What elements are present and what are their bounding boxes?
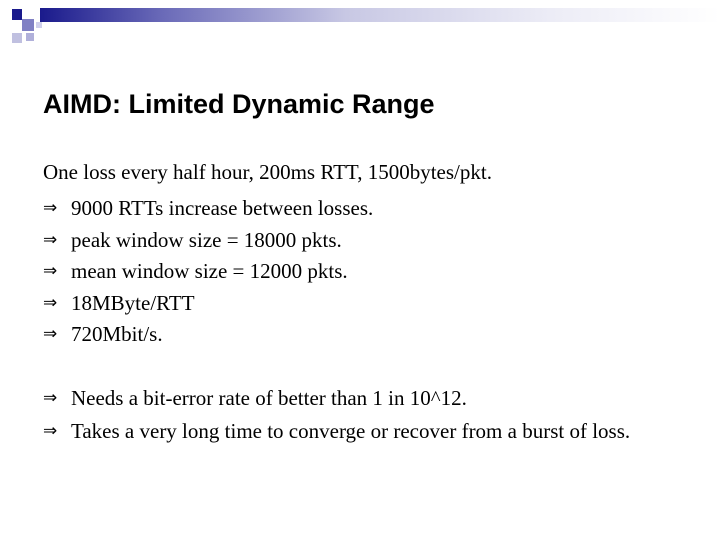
- decorative-square: [26, 33, 34, 41]
- bullet-list-consequences: [43, 193, 373, 351]
- bullet-list-implications: [43, 383, 691, 444]
- slide-intro-text: One loss every half hour, 200ms RTT, 1500bytes/pkt.: [43, 160, 492, 184]
- header-gradient-bar: [40, 8, 720, 22]
- decorative-square: [12, 9, 22, 20]
- implies-arrow-icon: ⇒: [43, 261, 58, 281]
- list-item: [43, 383, 691, 415]
- decorative-square: [22, 19, 34, 31]
- list-item: [43, 256, 373, 288]
- bullet-text: Needs a bit-error rate of better than 1 in 10^12.: [71, 386, 467, 410]
- list-item: [43, 319, 373, 351]
- list-item: [43, 288, 373, 320]
- bullet-text: peak window size = 18000 pkts.: [71, 227, 342, 252]
- list-item: [43, 193, 373, 225]
- decorative-square: [36, 22, 42, 28]
- bullet-text: 9000 RTTs increase between losses.: [71, 196, 374, 220]
- implies-arrow-icon: ⇒: [43, 292, 58, 313]
- list-item: [43, 225, 373, 257]
- bullet-text: 18MByte/RTT: [71, 290, 195, 315]
- list-item: [43, 418, 691, 444]
- decorative-square: [12, 33, 22, 43]
- decorative-header-banner: [0, 0, 720, 48]
- implies-arrow-icon: ⇒: [43, 324, 58, 344]
- slide-title: AIMD: Limited Dynamic Range: [43, 89, 435, 119]
- implies-arrow-icon: ⇒: [43, 198, 58, 218]
- implies-arrow-icon: ⇒: [43, 388, 58, 408]
- implies-arrow-icon: ⇒: [43, 229, 58, 250]
- bullet-text: Takes a very long time to converge or recover from a burst of loss.: [71, 418, 631, 443]
- bullet-text: mean window size = 12000 pkts.: [71, 259, 348, 283]
- implies-arrow-icon: ⇒: [43, 420, 58, 441]
- bullet-text: 720Mbit/s.: [71, 322, 163, 346]
